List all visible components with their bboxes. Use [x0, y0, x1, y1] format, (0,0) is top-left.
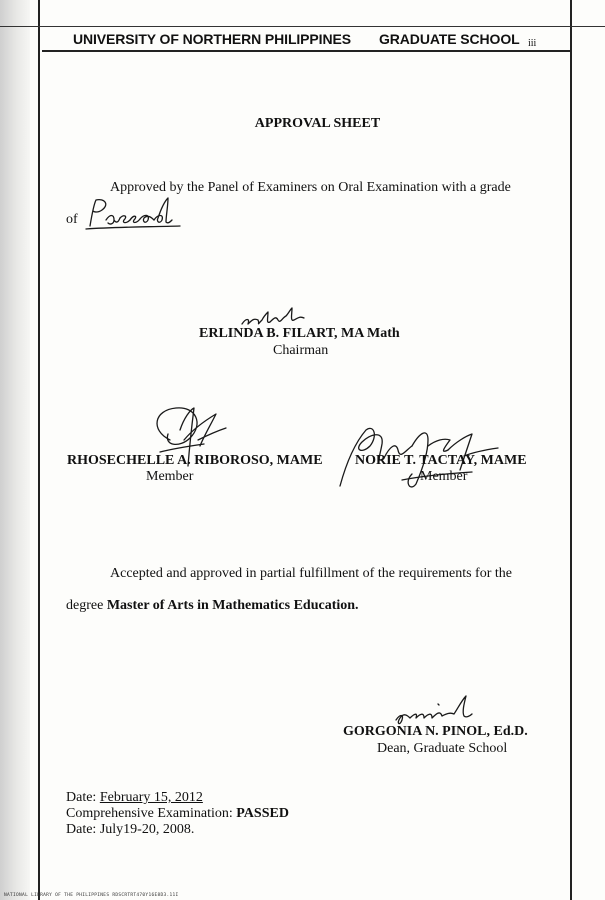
comp-exam-date: Date: July19-20, 2008. — [66, 822, 195, 837]
acceptance-line-2 — [66, 598, 359, 614]
page-number: iii — [528, 38, 537, 49]
page-title: APPROVAL SHEET — [254, 116, 381, 131]
handwritten-grade-passed — [84, 196, 194, 236]
member2-name: NORIE T. TACTAY, MAME — [355, 453, 527, 468]
header-rule — [42, 50, 572, 52]
comprehensive-exam-line — [66, 806, 289, 822]
right-margin-line — [570, 0, 572, 900]
university-name: UNIVERSITY OF NORTHERN PHILIPPINES — [73, 31, 351, 47]
approval-of-label: of — [66, 212, 78, 227]
date-value: February 15, 2012 — [99, 790, 203, 805]
comp-exam-label: Comprehensive Examination: — [66, 806, 233, 821]
graduate-school-label: GRADUATE SCHOOL — [379, 31, 520, 47]
degree-name: Master of Arts in Mathematics Education. — [106, 598, 359, 613]
chairman-name: ERLINDA B. FILART, MA Math — [199, 326, 400, 341]
binding-edge — [0, 0, 30, 900]
approval-text: Approved by the Panel of Examiners on Oral Examination with a grade — [110, 180, 511, 195]
date-label: Date: — [66, 790, 97, 805]
member2-role: Member — [420, 469, 468, 484]
page-header — [73, 31, 573, 47]
degree-prefix: degree — [66, 598, 104, 613]
comp-exam-result: PASSED — [236, 806, 289, 821]
dean-name: GORGONIA N. PINOL, Ed.D. — [343, 724, 528, 739]
approval-date-line — [66, 790, 203, 806]
dean-role: Dean, Graduate School — [377, 741, 508, 756]
acceptance-line-1: Accepted and approved in partial fulfillment of the requirements for the — [110, 566, 512, 581]
dean-signature — [394, 694, 474, 728]
left-margin-line — [38, 0, 40, 900]
member1-name: RHOSECHELLE A. RIBOROSO, MAME — [67, 453, 323, 468]
top-rule — [0, 26, 605, 27]
chairman-role: Chairman — [273, 343, 329, 358]
member1-role: Member — [146, 469, 194, 484]
library-footer-print: NATIONAL LIBRARY OF THE PHILIPPINES RDSCRTRT470Y16E8D3.11I — [4, 893, 179, 898]
